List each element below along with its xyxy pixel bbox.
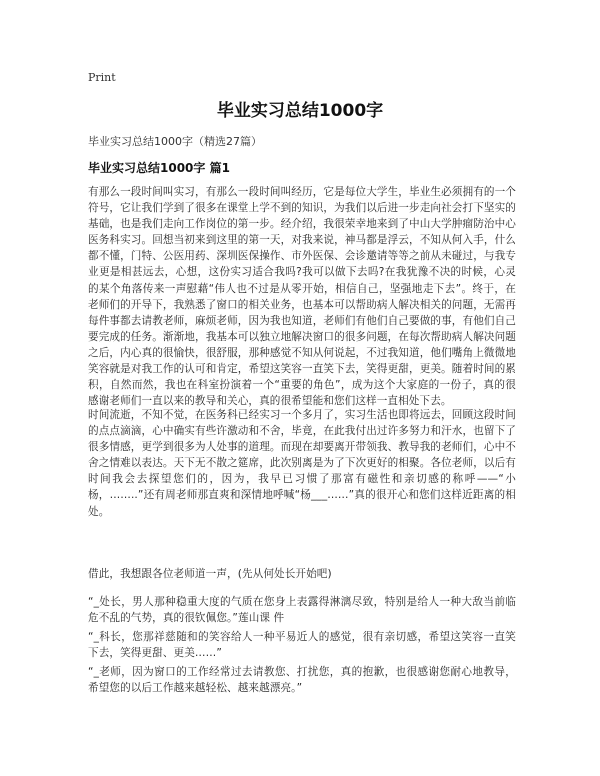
paragraph: “_老师，因为窗口的工作经常过去请教您、打扰您，真的抱歉，也很感谢您耐心地教导，希望您的以后工作越来越轻松、越来越漂亮。” (88, 666, 516, 695)
paragraph: 有那么一段时间叫实习，有那么一段时间叫经历，它是每位大学生，毕业生必须拥有的一个符号，它让我们学到了很多在课堂上学不到的知识，为我们以后进一步走向社会打下坚实的基础，也是我们走向工作岗位的第一步。经介绍，我很荣幸地来到了中山大学肿瘤防治中心医务科实习。回想当初来到这里的第一天，对我来说，神马都是浮云，不知从何入手，什么都不懂，门特、公医用药、深圳医保操作、市外医保、会诊邀请等等之前从未碰过，与我专业更是相甚远去，心想，这份实习适合我吗?我可以做下去吗?在我犹豫不决的时候，心灵的某个角落传来一声慰藉“伟人也不过是从零开始，相信自己，坚强地走下去”。终于，在老师们的开导下，我熟悉了窗口的相关业务，也基本可以帮助病人解决相关的问题，无需再每件事都去请教老师，麻烦老师，因为我也知道，老师们有他们自己要做的事，有他们自己要完成的任务。渐渐地，我基本可以独立地解决窗口的很多问题，在每次帮助病人解决问题之后，内心真的很愉快，很舒服，那种感觉不知从何说起，不过我知道，他们嘴角上微微地笑容就是对我工作的认可和肯定，希望这笑容一直笑下去，笑得更甜，更美。随着时间的累积，自然而然，我也在科室扮演着一个“重要的角色”，成为这个大家庭的一份子，真的很感谢老师们一直以来的教导和关心，真的很希望能和您们这样一直相处下去。 (88, 186, 516, 408)
section-heading: 毕业实习总结1000字 篇1 (88, 161, 230, 175)
document-title: 毕业实习总结1000字 (216, 101, 384, 121)
print-label: Print (88, 71, 116, 84)
paragraph: “_处长，男人那种稳重大度的气质在您身上表露得淋漓尽致，特别是给人一种大敌当前临危不乱的气势，真的很钦佩您。”莲山课 件 (88, 596, 516, 625)
paragraph: “_科长，您那祥慈随和的笑容给人一种平易近人的感觉，很有亲切感，希望这笑容一直笑下去，笑得更甜、更美……” (88, 631, 516, 660)
paragraph: 借此，我想跟各位老师道一声，(先从何处长开始吧) (88, 568, 332, 580)
document-subtitle: 毕业实习总结1000字（精选27篇） (88, 135, 262, 148)
paragraph: 时间流逝，不知不觉，在医务科已经实习一个多月了，实习生活也即将远去，回顾这段时间的点点滴滴，心中确实有些许激动和不舍，毕竟，在此我付出过许多努力和汗水，也留下了很多情感，更学到很多为人处事的道理。而现在却要离开带领我、教导我的老师们，心中不舍之情难以表达。天下无不散之筵席，此次别离是为了下次更好的相聚。各位老师，以后有时间我会去探望您们的，因为，我早已习惯了那富有磁性和亲切感的称呼——“小杨，……..”还有周老师那直爽和深情地呼喊“杨___……”真的很开心和您们这样近距离的相处。 (88, 409, 516, 518)
